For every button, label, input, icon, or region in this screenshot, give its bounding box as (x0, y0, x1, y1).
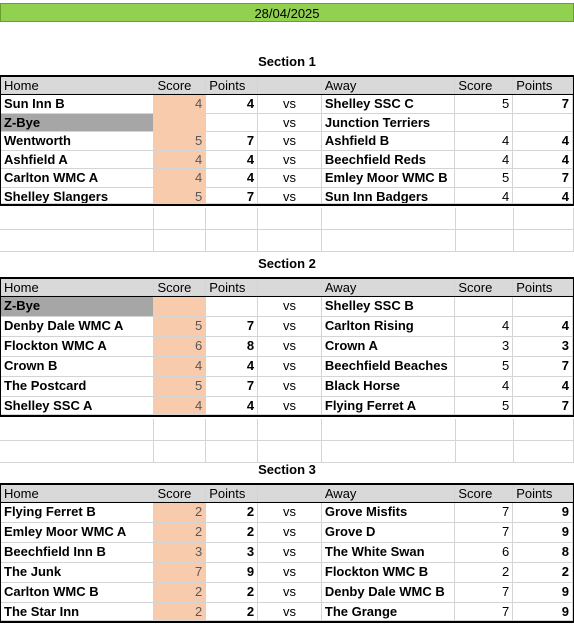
away-score: 4 (455, 132, 513, 151)
header-home: Home (1, 279, 154, 296)
away-points (513, 114, 573, 133)
blank-cell (514, 419, 574, 441)
home-team: Z-Bye (1, 114, 154, 133)
home-team: Flying Ferret B (1, 503, 154, 523)
header-away: Away (322, 485, 456, 502)
home-score (154, 114, 206, 133)
header-spacer (258, 485, 322, 502)
away-team: Crown A (322, 337, 456, 357)
vs-label: vs (258, 377, 322, 397)
away-score: 7 (455, 603, 513, 621)
header-score: Score (154, 485, 206, 502)
match-row (0, 132, 574, 151)
away-score: 5 (455, 357, 513, 377)
match-row (0, 377, 574, 397)
home-score: 2 (154, 603, 206, 621)
home-team: Wentworth (1, 132, 154, 151)
home-team: Ashfield A (1, 151, 154, 170)
away-team: Beechfield Reds (322, 151, 456, 170)
away-points (513, 297, 573, 317)
match-row (0, 169, 574, 188)
home-points: 4 (206, 397, 258, 415)
away-score: 7 (455, 583, 513, 603)
match-row (0, 151, 574, 170)
vs-label: vs (258, 583, 322, 603)
away-team: Black Horse (322, 377, 456, 397)
header-away-points: Points (513, 77, 573, 94)
home-team: Flockton WMC A (1, 337, 154, 357)
vs-label: vs (258, 151, 322, 170)
away-score: 4 (455, 188, 513, 205)
home-points: 4 (206, 151, 258, 170)
blank-cell (206, 419, 258, 441)
blank-cell (456, 208, 514, 230)
blank-cell (154, 419, 206, 441)
home-team: Emley Moor WMC A (1, 523, 154, 543)
home-team: Denby Dale WMC A (1, 317, 154, 337)
vs-label: vs (258, 317, 322, 337)
vs-label: vs (258, 95, 322, 114)
match-row (0, 357, 574, 377)
home-team: Carlton WMC B (1, 583, 154, 603)
blank-row (0, 419, 574, 441)
away-points: 4 (513, 132, 573, 151)
section-title: Section 1 (258, 54, 316, 69)
away-score: 5 (455, 397, 513, 415)
blank-cell (206, 441, 258, 463)
header-home: Home (1, 485, 154, 502)
match-row (0, 397, 574, 417)
away-team: Shelley SSC B (322, 297, 456, 317)
away-points: 9 (513, 603, 573, 621)
home-points: 7 (206, 188, 258, 205)
home-team: Beechfield Inn B (1, 543, 154, 563)
blank-cell (258, 208, 322, 230)
home-score: 6 (154, 337, 206, 357)
blank-cell (154, 230, 206, 252)
header-home: Home (1, 77, 154, 94)
away-team: Ashfield B (322, 132, 456, 151)
home-points: 3 (206, 543, 258, 563)
blank-cell (258, 419, 322, 441)
home-team: Shelley Slangers (1, 188, 154, 205)
home-points: 4 (206, 357, 258, 377)
vs-label: vs (258, 563, 322, 583)
away-score: 4 (455, 317, 513, 337)
home-score (154, 297, 206, 317)
blank-cell (322, 441, 456, 463)
blank-cell (0, 208, 154, 230)
home-score: 7 (154, 563, 206, 583)
away-points: 9 (513, 523, 573, 543)
away-points: 7 (513, 169, 573, 188)
match-row (0, 337, 574, 357)
home-score: 2 (154, 523, 206, 543)
home-points: 2 (206, 503, 258, 523)
home-score: 4 (154, 151, 206, 170)
blank-cell (456, 441, 514, 463)
away-points: 4 (513, 377, 573, 397)
blank-cell (154, 208, 206, 230)
header-spacer (258, 77, 322, 94)
home-score: 5 (154, 317, 206, 337)
header-spacer (258, 279, 322, 296)
vs-label: vs (258, 357, 322, 377)
home-score: 5 (154, 188, 206, 205)
header-score: Score (154, 77, 206, 94)
away-score: 7 (455, 523, 513, 543)
home-points (206, 114, 258, 133)
vs-label: vs (258, 603, 322, 621)
match-row (0, 188, 574, 207)
blank-cell (514, 208, 574, 230)
vs-label: vs (258, 132, 322, 151)
blank-cell (514, 230, 574, 252)
away-score: 6 (455, 543, 513, 563)
match-row (0, 95, 574, 114)
home-points: 2 (206, 603, 258, 621)
away-points: 9 (513, 503, 573, 523)
header-row (0, 277, 574, 297)
away-points: 4 (513, 188, 573, 205)
blank-cell (456, 230, 514, 252)
home-score: 2 (154, 583, 206, 603)
vs-label: vs (258, 337, 322, 357)
blank-cell (154, 441, 206, 463)
match-row (0, 114, 574, 133)
section-title: Section 3 (258, 462, 316, 477)
vs-label: vs (258, 188, 322, 205)
away-points: 7 (513, 357, 573, 377)
home-points: 7 (206, 317, 258, 337)
home-score: 3 (154, 543, 206, 563)
match-row (0, 603, 574, 623)
home-points: 2 (206, 583, 258, 603)
away-team: Grove Misfits (322, 503, 456, 523)
home-score: 4 (154, 95, 206, 114)
blank-cell (514, 441, 574, 463)
vs-label: vs (258, 503, 322, 523)
blank-cell (206, 230, 258, 252)
match-row (0, 563, 574, 583)
home-points: 7 (206, 132, 258, 151)
away-points: 4 (513, 151, 573, 170)
away-points: 8 (513, 543, 573, 563)
header-away: Away (322, 279, 456, 296)
home-points (206, 297, 258, 317)
away-points: 9 (513, 583, 573, 603)
blank-cell (258, 230, 322, 252)
away-team: Beechfield Beaches (322, 357, 456, 377)
home-team: Z-Bye (1, 297, 154, 317)
away-score: 3 (455, 337, 513, 357)
header-away-score: Score (455, 485, 513, 502)
vs-label: vs (258, 543, 322, 563)
header-row (0, 483, 574, 503)
away-points: 2 (513, 563, 573, 583)
blank-cell (322, 208, 456, 230)
header-away-points: Points (513, 485, 573, 502)
home-score: 4 (154, 357, 206, 377)
blank-cell (0, 441, 154, 463)
home-score: 4 (154, 169, 206, 188)
home-points: 9 (206, 563, 258, 583)
vs-label: vs (258, 114, 322, 133)
home-points: 4 (206, 169, 258, 188)
away-team: The Grange (322, 603, 456, 621)
away-score (455, 297, 513, 317)
home-score: 5 (154, 132, 206, 151)
home-team: The Postcard (1, 377, 154, 397)
home-score: 4 (154, 397, 206, 415)
match-row (0, 503, 574, 523)
match-row (0, 523, 574, 543)
away-team: Carlton Rising (322, 317, 456, 337)
away-team: Emley Moor WMC B (322, 169, 456, 188)
away-team: Junction Terriers (322, 114, 456, 133)
home-team: The Junk (1, 563, 154, 583)
header-away-points: Points (513, 279, 573, 296)
away-score: 5 (455, 169, 513, 188)
match-row (0, 317, 574, 337)
header-points: Points (206, 485, 258, 502)
home-team: Sun Inn B (1, 95, 154, 114)
blank-cell (258, 441, 322, 463)
away-score: 4 (455, 151, 513, 170)
home-team: Shelley SSC A (1, 397, 154, 415)
home-score: 2 (154, 503, 206, 523)
vs-label: vs (258, 523, 322, 543)
header-away-score: Score (455, 279, 513, 296)
home-points: 7 (206, 377, 258, 397)
header-away-score: Score (455, 77, 513, 94)
blank-cell (322, 419, 456, 441)
away-points: 4 (513, 317, 573, 337)
away-score: 2 (455, 563, 513, 583)
away-points: 7 (513, 397, 573, 415)
away-points: 7 (513, 95, 573, 114)
match-row (0, 297, 574, 317)
blank-cell (322, 230, 456, 252)
away-score: 4 (455, 377, 513, 397)
away-team: Shelley SSC C (322, 95, 456, 114)
home-score: 5 (154, 377, 206, 397)
away-team: Flying Ferret A (322, 397, 456, 415)
blank-cell (0, 230, 154, 252)
header-points: Points (206, 279, 258, 296)
away-score: 5 (455, 95, 513, 114)
away-team: Grove D (322, 523, 456, 543)
away-team: Flockton WMC B (322, 563, 456, 583)
vs-label: vs (258, 297, 322, 317)
home-points: 8 (206, 337, 258, 357)
home-team: The Star Inn (1, 603, 154, 621)
blank-row (0, 230, 574, 252)
date-header: 28/04/2025 (0, 3, 574, 22)
away-team: The White Swan (322, 543, 456, 563)
match-row (0, 583, 574, 603)
header-away: Away (322, 77, 456, 94)
match-row (0, 543, 574, 563)
header-score: Score (154, 279, 206, 296)
away-score (455, 114, 513, 133)
home-points: 2 (206, 523, 258, 543)
header-points: Points (206, 77, 258, 94)
section-title: Section 2 (258, 256, 316, 271)
blank-cell (206, 208, 258, 230)
blank-row (0, 441, 574, 463)
vs-label: vs (258, 169, 322, 188)
blank-cell (456, 419, 514, 441)
away-team: Denby Dale WMC B (322, 583, 456, 603)
header-row (0, 75, 574, 95)
away-points: 3 (513, 337, 573, 357)
away-team: Sun Inn Badgers (322, 188, 456, 205)
away-score: 7 (455, 503, 513, 523)
home-team: Carlton WMC A (1, 169, 154, 188)
home-team: Crown B (1, 357, 154, 377)
home-points: 4 (206, 95, 258, 114)
blank-cell (0, 419, 154, 441)
vs-label: vs (258, 397, 322, 415)
blank-row (0, 208, 574, 230)
